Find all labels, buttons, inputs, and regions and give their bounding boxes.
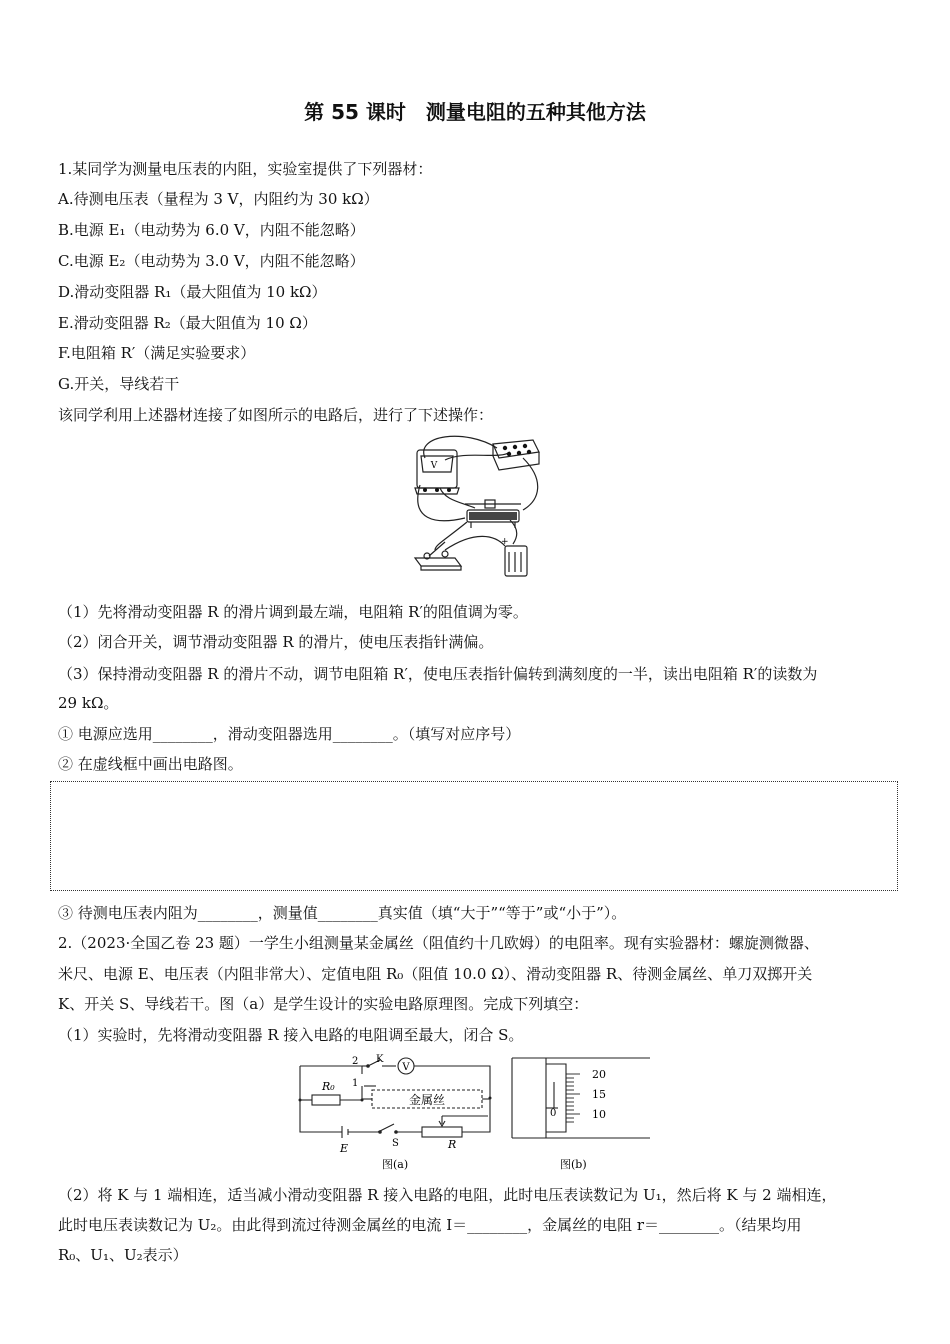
label-k: K — [376, 1054, 384, 1065]
q1-sub-1: ① 电源应选用________，滑动变阻器选用________。（填写对应序号） — [58, 725, 521, 743]
q2-part-2-line-1: （2）将 K 与 1 端相连，适当减小滑动变阻器 R 接入电路的电阻，此时电压表读数记为 U₁，然后将 K 与 2 端相连， — [58, 1186, 837, 1204]
label-wire: 金属丝 — [408, 1093, 446, 1107]
micrometer-tick-10: 10 — [592, 1108, 606, 1121]
q1-step-2: （2）闭合开关，调节滑动变阻器 R 的滑片，使电压表指针满偏。 — [58, 633, 494, 651]
micrometer-figure-b — [510, 1052, 655, 1174]
q1-option-b: B.电源 E₁（电动势为 6.0 V，内阻不能忽略） — [58, 221, 365, 239]
label-pos1: 1 — [352, 1078, 359, 1089]
apparatus-figure — [405, 430, 555, 578]
voltmeter-label: V — [430, 461, 438, 471]
circuit-drawing-box[interactable] — [50, 781, 898, 891]
q1-step-3: （3）保持滑动变阻器 R 的滑片不动，调节电阻箱 R′，使电压表指针偏转到满刻度的一半，读出电阻箱 R′的读数为 — [58, 665, 818, 683]
q1-option-g: G.开关，导线若干 — [58, 375, 180, 393]
q1-intro: 该同学利用上述器材连接了如图所示的电路后，进行了下述操作： — [58, 406, 494, 424]
q1-sub-2: ② 在虚线框中画出电路图。 — [58, 755, 243, 773]
label-r: R — [448, 1138, 457, 1151]
q2-line-1: 2.（2023·全国乙卷 23 题）一学生小组测量某金属丝（阻值约十几欧姆）的电阻率。现有实验器材：螺旋测微器、 — [58, 934, 819, 952]
q1-option-a: A.待测电压表（量程为 3 V，内阻约为 30 kΩ） — [58, 190, 379, 208]
caption-a: 图(a) — [382, 1158, 409, 1171]
q1-option-d: D.滑动变阻器 R₁（最大阻值为 10 kΩ） — [58, 283, 327, 301]
svg-text:+: + — [501, 537, 509, 547]
caption-b: 图(b) — [560, 1158, 587, 1171]
q1-sub-3: ③ 待测电压表内阻为________，测量值________真实值（填“大于”“等于”或“小于”）。 — [58, 904, 627, 922]
micrometer-zero: 0 — [550, 1108, 557, 1119]
q1-step-1: （1）先将滑动变阻器 R 的滑片调到最左端，电阻箱 R′的阻值调为零。 — [58, 603, 528, 621]
micrometer-tick-20: 20 — [592, 1068, 606, 1081]
micrometer-tick-15: 15 — [592, 1088, 606, 1101]
q2-part-2-line-3: R₀、U₁、U₂表示） — [58, 1246, 188, 1264]
q2-part-2-line-2: 此时电压表读数记为 U₂。由此得到流过待测金属丝的电流 I＝________，金属丝的电阻 r＝________。（结果均用 — [58, 1216, 802, 1234]
q2-line-3: K、开关 S、导线若干。图（a）是学生设计的实验电路原理图。完成下列填空： — [58, 995, 589, 1013]
label-pos2: 2 — [352, 1056, 359, 1067]
q2-line-2: 米尺、电源 E、电压表（内阻非常大）、定值电阻 R₀（阻值 10.0 Ω）、滑动变阻器 R、待测金属丝、单刀双掷开关 — [58, 965, 813, 983]
q1-option-c: C.电源 E₂（电动势为 3.0 V，内阻不能忽略） — [58, 252, 365, 270]
label-s: S — [392, 1138, 399, 1149]
q2-part-1: （1）实验时，先将滑动变阻器 R 接入电路的电阻调至最大，闭合 S。 — [58, 1026, 524, 1044]
q1-stem: 1.某同学为测量电压表的内阻，实验室提供了下列器材： — [58, 160, 433, 178]
circuit-diagram-a — [292, 1052, 502, 1174]
label-r0: R₀ — [322, 1080, 335, 1093]
q1-option-e: E.滑动变阻器 R₂（最大阻值为 10 Ω） — [58, 314, 317, 332]
label-v: V — [402, 1062, 410, 1073]
label-e: E — [340, 1142, 349, 1155]
page-title: 第 55 课时 测量电阻的五种其他方法 — [304, 100, 646, 124]
q1-option-f: F.电阻箱 R′（满足实验要求） — [58, 344, 256, 362]
q1-step-3-cont: 29 kΩ。 — [58, 694, 119, 712]
